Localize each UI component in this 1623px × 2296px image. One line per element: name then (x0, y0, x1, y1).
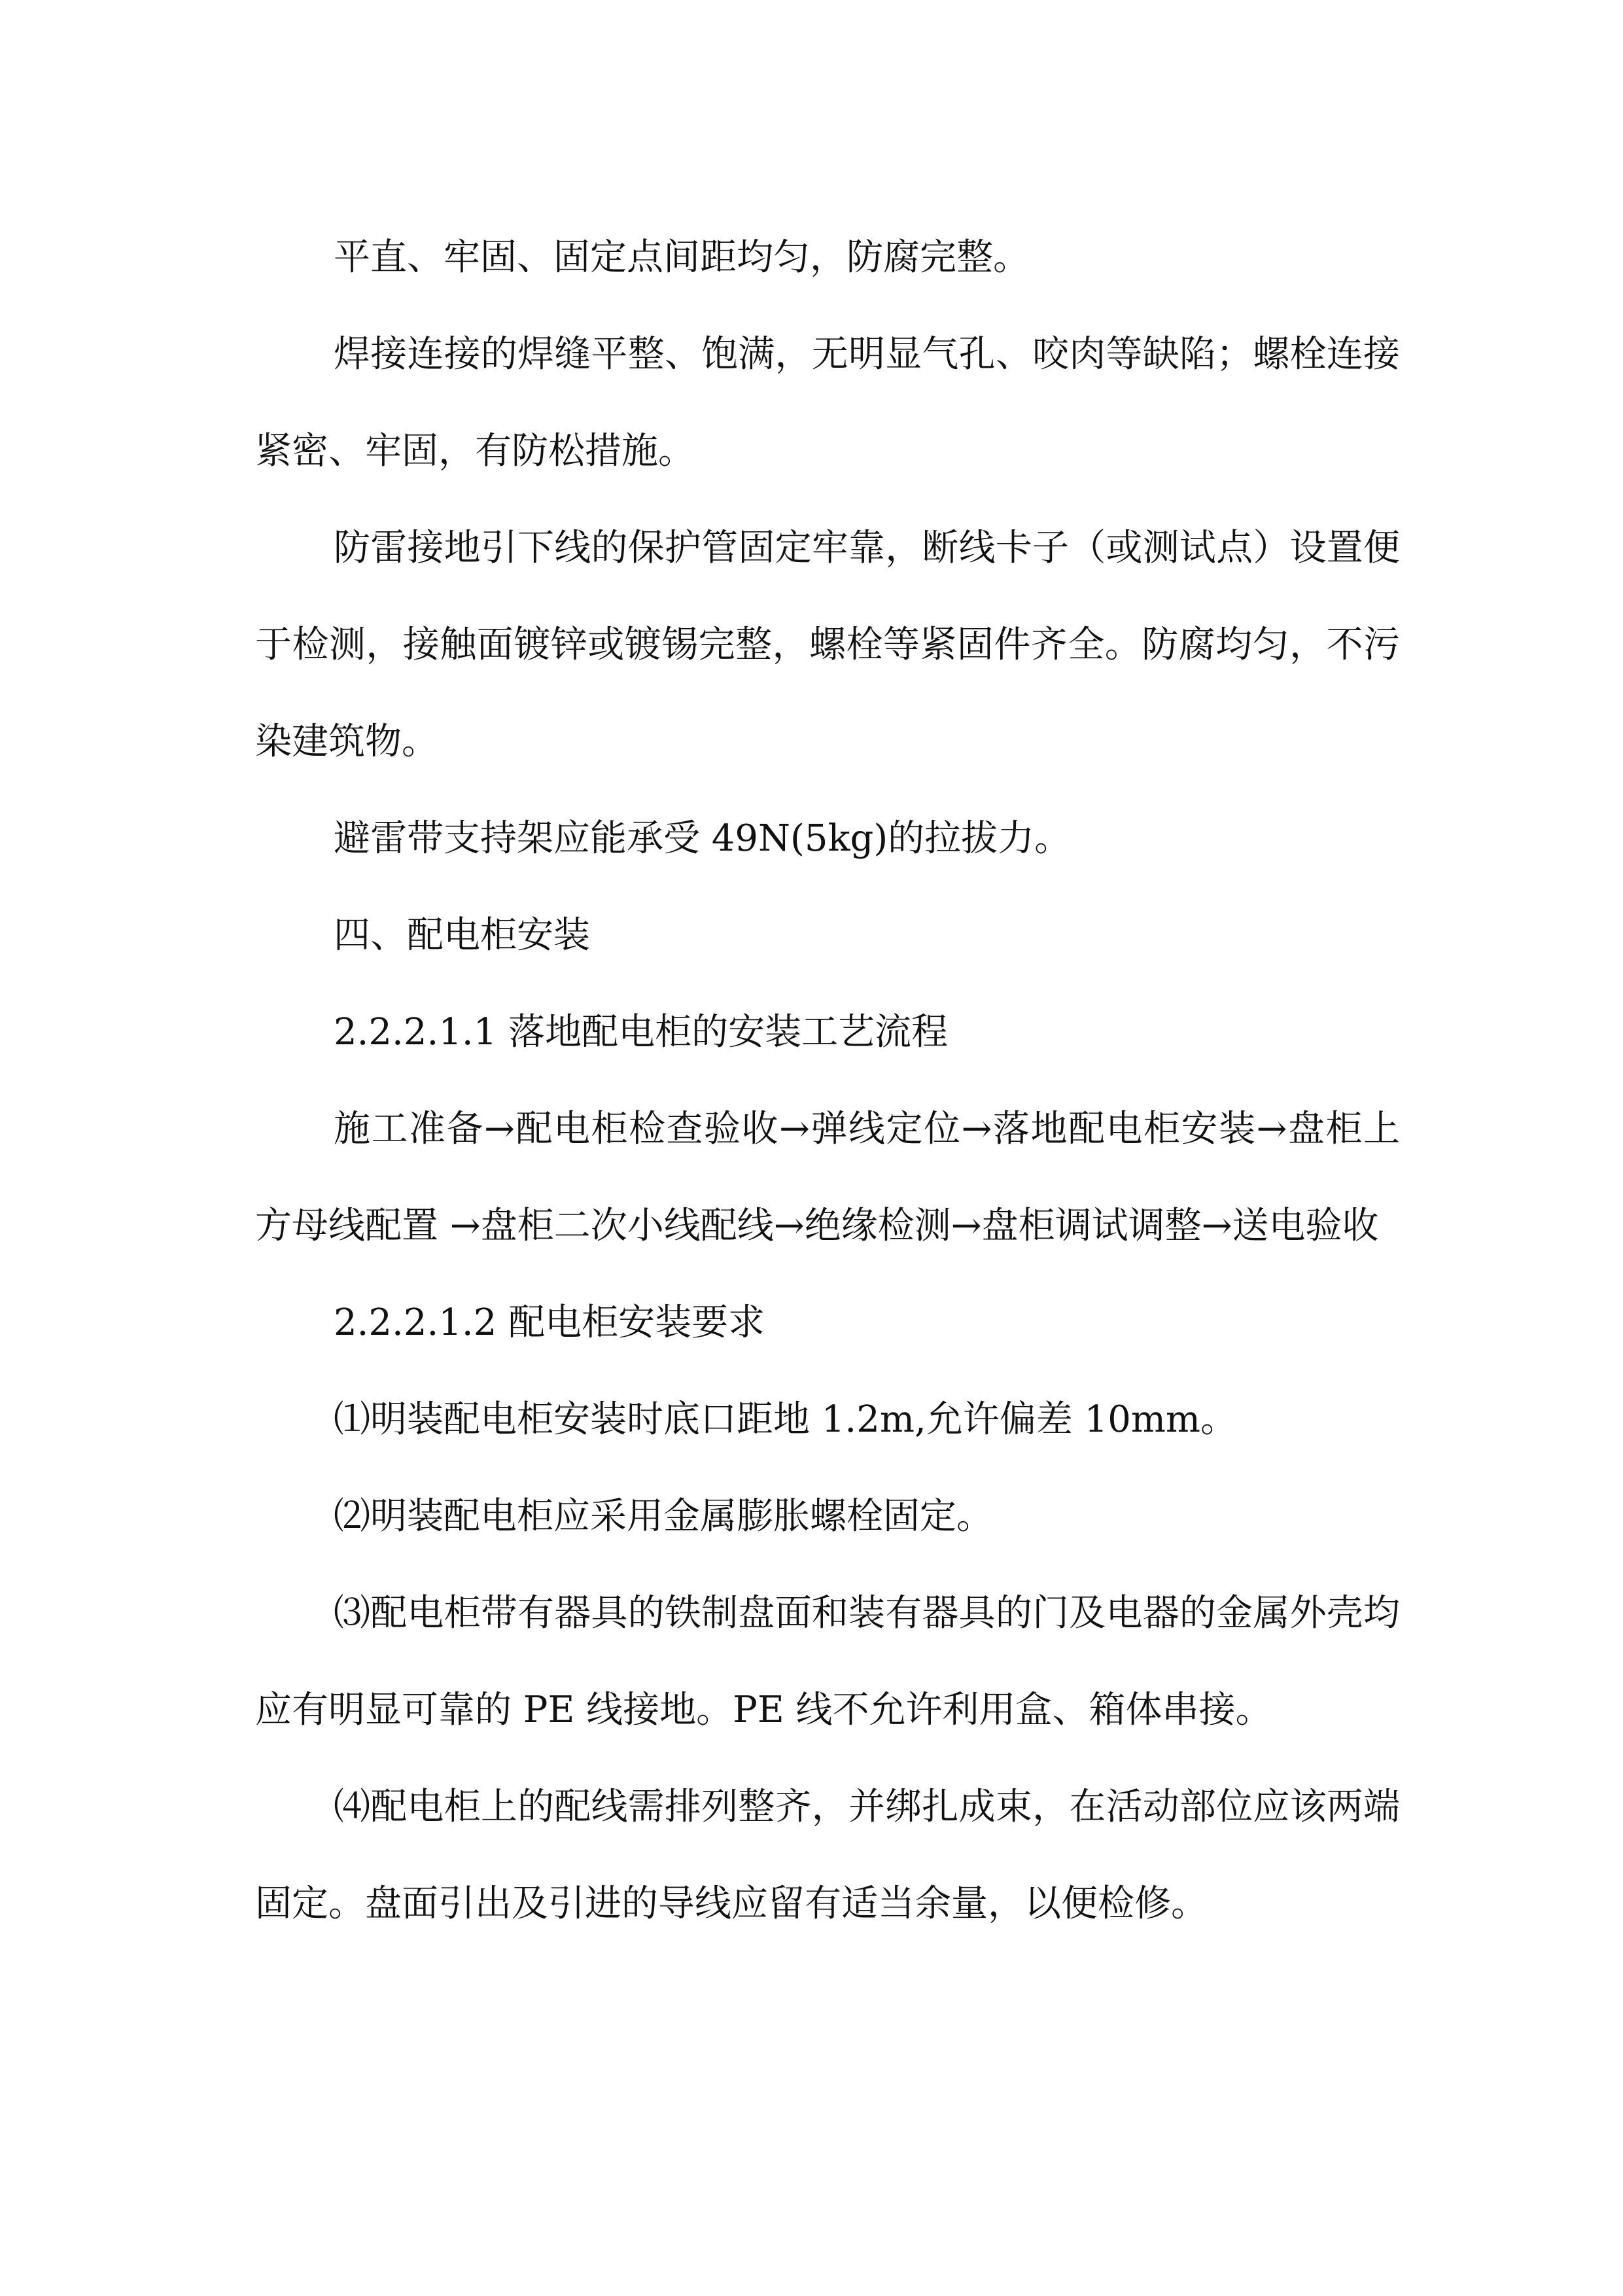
requirement-item-4: ⑷配电柜上的配线需排列整齐，并绑扎成束，在活动部位应该两端固定。盘面引出及引进的导线应留有适当余量，以便检修。 (255, 1786, 1400, 1925)
requirement-item-3: ⑶配电柜带有器具的铁制盘面和装有器具的门及电器的金属外壳均应有明显可靠的 PE 线接地。PE 线不允许利用盒、箱体串接。 (255, 1592, 1400, 1731)
section-heading: 四、配电柜安装 (334, 914, 590, 957)
paragraph-4: 避雷带支持架应能承受 49N(5kg)的拉拔力。 (334, 817, 1072, 860)
process-flow-paragraph: 施工准备→配电柜检查验收→弹线定位→落地配电柜安装→盘柜上方母线配置 →盘柜二次小线配线→绝缘检测→盘柜调试调整→送电验收 (255, 1108, 1400, 1247)
requirement-item-2: ⑵明装配电柜应采用金属膨胀螺栓固定。 (334, 1495, 993, 1538)
paragraph-2: 焊接连接的焊缝平整、饱满，无明显气孔、咬肉等缺陷；螺栓连接紧密、牢固，有防松措施。 (255, 333, 1400, 472)
requirement-item-1: ⑴明装配电柜安装时底口距地 1.2m,允许偏差 10mm。 (334, 1398, 1238, 1441)
document-body (255, 209, 1400, 1952)
paragraph-1: 平直、牢固、固定点间距均匀，防腐完整。 (334, 236, 1030, 279)
paragraph-3: 防雷接地引下线的保护管固定牢靠，断线卡子（或测试点）设置便于检测，接触面镀锌或镀锡完整，螺栓等紧固件齐全。防腐均匀，不污染建筑物。 (255, 527, 1400, 763)
subsection-heading-1: 2.2.2.1.1 落地配电柜的安装工艺流程 (334, 1011, 949, 1053)
subsection-heading-2: 2.2.2.1.2 配电柜安装要求 (334, 1301, 765, 1344)
